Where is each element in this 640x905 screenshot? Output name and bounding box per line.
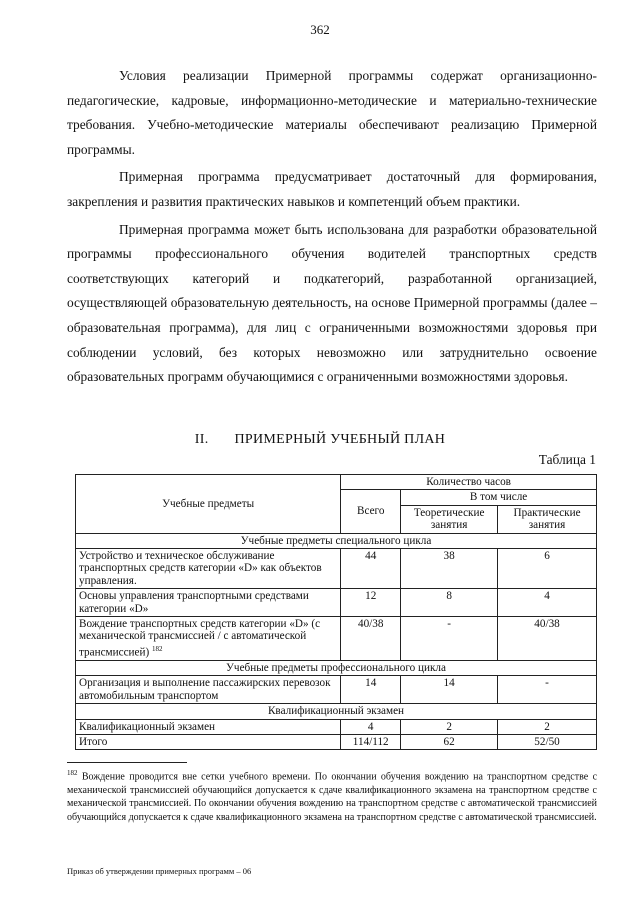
section-heading: ПРИМЕРНЫЙ УЧЕБНЫЙ ПЛАН [234, 432, 446, 447]
order-note: Приказ об утверждении примерных программ – 06 [67, 866, 252, 876]
section-row-professional: Учебные предметы профессионального цикла [76, 661, 597, 676]
row-total: 114/112 [341, 735, 401, 750]
table-row [76, 676, 597, 704]
row-practice: 6 [498, 549, 597, 589]
section-row-special: Учебные предметы специального цикла [76, 533, 597, 548]
row-total: 12 [341, 589, 401, 617]
row-theory: 2 [401, 719, 498, 734]
paragraph-3: Примерная программа может быть использована для разработки образовательной программы профессионального обучения водителей транспортных средств соответствующих категорий и подкатегорий, разработанной организацией, осуществляющей образовательную деятельность, на основе Примерной программы (далее – образовательная программа), для лиц с ограниченными возможностями здоровья при соблюдении условий, без которых невозможно или затруднительно освоение образовательных программ обучающимися с ограниченными возможностями здоровья. [67, 221, 597, 385]
row-name: Основы управления транспортными средствами категории «D» [76, 589, 341, 617]
footnote-ref: 182 [152, 644, 163, 653]
row-total: 14 [341, 676, 401, 704]
row-theory: - [401, 617, 498, 661]
footnote-text: Вождение проводится вне сетки учебного времени. По окончании обучения вождению на транспортном средстве с механической трансмиссией обучающийся допускается к сдаче квалификационного экзамена на транспортном средстве с механической трансмиссией. По окончании обучения вождению на транспортном средстве с автоматической трансмиссией обучающийся допускается к сдаче квалификационного экзамена на транспортном средстве с автоматической трансмиссией. [67, 771, 598, 823]
page-number: 362 [310, 22, 330, 37]
body-text [67, 64, 597, 393]
table-row-total [76, 735, 597, 750]
row-name: Итого [76, 735, 341, 750]
row-practice: 2 [498, 719, 597, 734]
row-total: 40/38 [341, 617, 401, 661]
row-theory: 38 [401, 549, 498, 589]
header-subjects: Учебные предметы [76, 475, 341, 534]
row-name [76, 617, 341, 661]
row-name: Квалификационный экзамен [76, 719, 341, 734]
paragraph-1: Условия реализации Примерной программы содержат организационно-педагогические, кадровые, информационно-методические и материально-технические требования. Учебно-методические материалы обеспечивают реализацию Примерной программы. [67, 68, 597, 157]
row-practice: 40/38 [498, 617, 597, 661]
footnote-number: 182 [67, 769, 78, 777]
header-hours: Количество часов [341, 475, 597, 490]
row-theory: 62 [401, 735, 498, 750]
row-total: 44 [341, 549, 401, 589]
section-title [0, 432, 640, 448]
table-row [76, 617, 597, 661]
header-practice: Практические занятия [498, 505, 597, 533]
table-row [76, 549, 597, 589]
table-row [76, 719, 597, 734]
row-theory: 8 [401, 589, 498, 617]
row-theory: 14 [401, 676, 498, 704]
table-caption: Таблица 1 [538, 452, 596, 467]
row-name: Устройство и техническое обслуживание транспортных средств категории «D» как объектов управления. [76, 549, 341, 589]
row-practice: 4 [498, 589, 597, 617]
footnote [67, 767, 597, 824]
curriculum-table [75, 474, 597, 750]
row-name: Организация и выполнение пассажирских перевозок автомобильным транспортом [76, 676, 341, 704]
header-including: В том числе [401, 490, 597, 505]
table-row [76, 589, 597, 617]
section-row-exam: Квалификационный экзамен [76, 704, 597, 719]
paragraph-2: Примерная программа предусматривает достаточный для формирования, закрепления и развития практических навыков и компетенций объем практики. [67, 169, 597, 209]
header-theory: Теоретические занятия [401, 505, 498, 533]
section-number: II. [194, 432, 209, 447]
row-total: 4 [341, 719, 401, 734]
row-practice: 52/50 [498, 735, 597, 750]
footnote-divider [67, 762, 187, 763]
row-name-text: Вождение транспортных средств категории «D» (с механической трансмиссией / с автоматической трансмиссией) [79, 618, 321, 659]
header-total: Всего [341, 490, 401, 533]
row-practice: - [498, 676, 597, 704]
